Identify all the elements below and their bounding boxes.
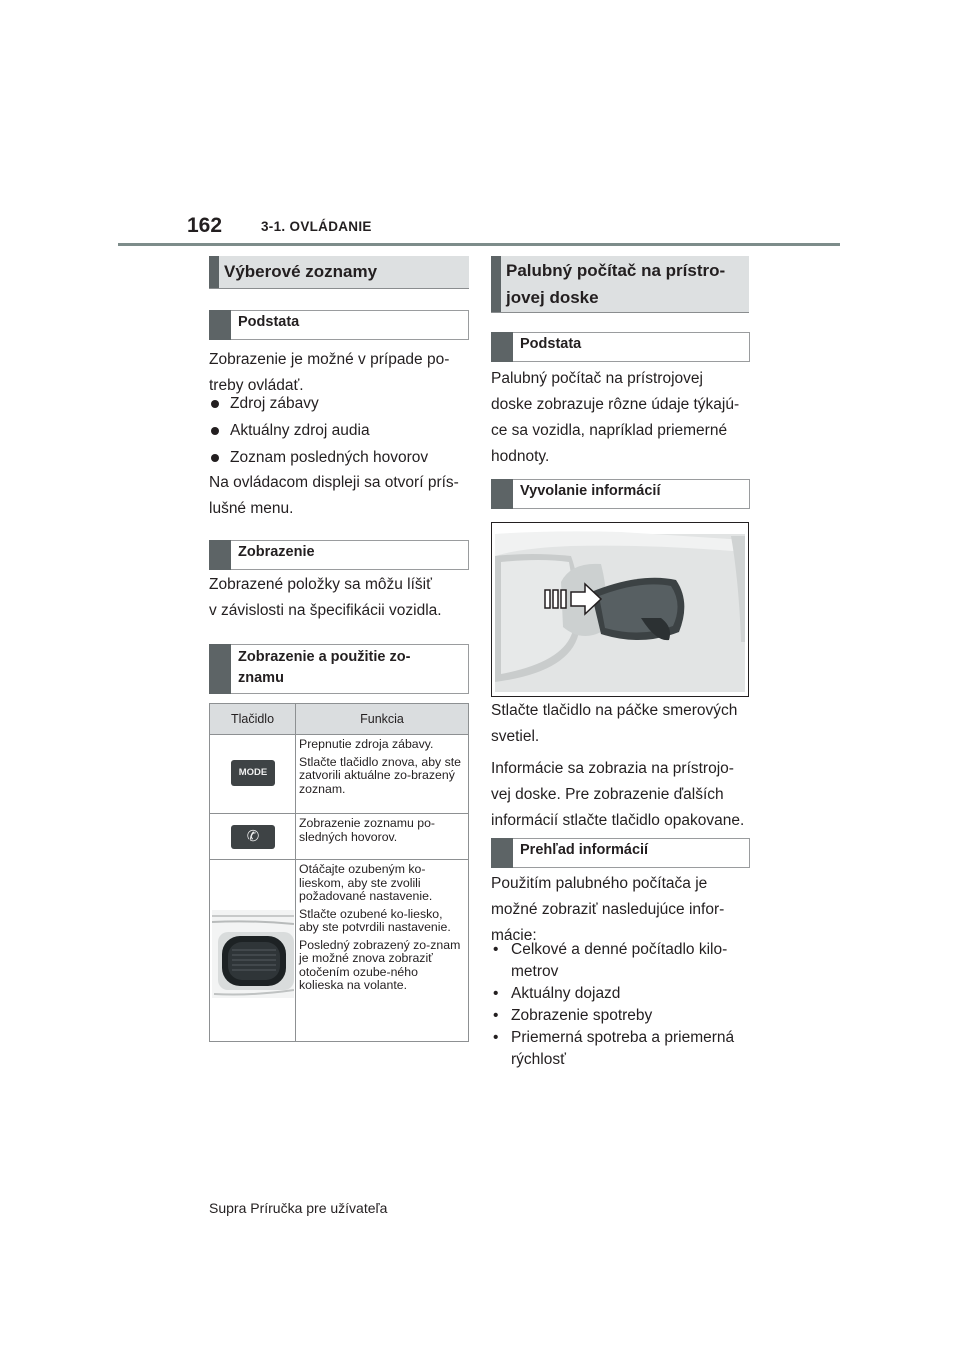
bullet-item <box>211 418 461 444</box>
function-text: Prepnutie zdroja zábavy. <box>299 737 434 751</box>
bullet-text: Zoznam posledných hovorov <box>230 449 429 466</box>
table-row <box>210 860 469 1042</box>
text-line: Zobrazenie je možné v prípade po- <box>209 351 450 368</box>
thumbwheel-icon <box>212 910 294 998</box>
list-item <box>493 983 749 1005</box>
list-marker: • <box>493 985 499 1002</box>
text-line: lušné menu. <box>209 500 294 517</box>
bullet-item <box>211 445 461 471</box>
text-line: vej doske. Pre zobrazenie ďalších <box>491 786 724 803</box>
text-line: mácie: <box>491 927 537 944</box>
subheading-podstata-right <box>491 332 750 362</box>
button-cell <box>210 814 296 860</box>
subheading-zobrazenie <box>209 540 469 570</box>
function-text: Zobrazenie zoznamu po-sledných hovorov. <box>299 816 436 844</box>
heading-palubny-pocitac <box>491 256 749 313</box>
text-line: Palubný počítač na prístro- <box>506 261 726 280</box>
text-line: Stlačte tlačidlo na páčke smerových <box>491 702 738 719</box>
turn-signal-lever-illustration <box>491 522 749 697</box>
subheading-prehlad <box>491 838 750 868</box>
subheading-text <box>238 647 410 689</box>
text-line: znamu <box>238 670 284 686</box>
subheading-zobrazenie-pouzitie <box>209 644 469 694</box>
subheading-text: Prehľad informácií <box>520 842 649 858</box>
list-item <box>493 1005 749 1027</box>
function-text: Otáčajte ozubeným ko-lieskom, aby ste zvolili požadované nastavenie. <box>299 862 433 903</box>
overview-text <box>491 871 724 949</box>
subheading-bar <box>491 332 513 362</box>
table-header-row <box>210 704 469 735</box>
text-line: v závislosti na špecifikácii vozidla. <box>209 602 442 619</box>
heading-bar <box>209 256 219 288</box>
bullet-dot <box>211 400 219 408</box>
section-title: 3-1. OVLÁDANIE <box>261 219 372 234</box>
heading-bar <box>491 256 501 312</box>
list-text: Aktuálny dojazd <box>511 985 621 1002</box>
function-cell <box>296 814 469 860</box>
text-line: svetiel. <box>491 728 540 745</box>
list-text <box>511 1027 734 1071</box>
subheading-bar <box>209 644 231 694</box>
table-row <box>210 814 469 860</box>
text-line: treby ovládať. <box>209 377 304 394</box>
text-line: informácií stlačte tlačidlo opakovane. <box>491 812 745 829</box>
text-line: ce sa vozidla, napríklad priemerné <box>491 422 728 439</box>
text-line: metrov <box>511 963 559 980</box>
list-item <box>493 939 749 983</box>
bullet-text: Zdroj zábavy <box>230 395 319 412</box>
heading-vyberove-zoznamy <box>209 256 469 289</box>
button-cell <box>210 860 296 1042</box>
text-line: Zobrazenie a použitie zo- <box>238 649 411 665</box>
display-text <box>209 572 442 624</box>
text-line: Priemerná spotreba a priemerná <box>511 1029 735 1046</box>
subheading-vyvolanie <box>491 479 750 509</box>
phone-icon: ✆ <box>231 825 275 849</box>
right-principle-text <box>491 366 739 470</box>
text-line: doske zobrazuje rôzne údaje týkajú- <box>491 396 740 413</box>
col-header-button: Tlačidlo <box>210 704 296 735</box>
list-marker: • <box>493 1029 499 1046</box>
text-line: Zobrazené položky sa môžu líšiť <box>209 576 432 593</box>
subheading-text: Podstata <box>520 336 582 352</box>
list-item <box>493 1027 749 1071</box>
list-text: Zobrazenie spotreby <box>511 1007 653 1024</box>
call-text <box>491 698 744 834</box>
list-marker: • <box>493 1007 499 1024</box>
function-cell <box>296 860 469 1042</box>
text-line: Použitím palubného počítača je <box>491 875 708 892</box>
subheading-text: Zobrazenie <box>238 544 315 560</box>
function-text: Stlačte tlačidlo znova, aby ste zatvorili aktuálne zo-brazený zoznam. <box>299 754 461 796</box>
col-header-function: Funkcia <box>296 704 469 735</box>
table-row <box>210 735 469 814</box>
text-line: možné zobraziť nasledujúce infor- <box>491 901 725 918</box>
footer-text: Supra Príručka pre užívateľa <box>209 1200 388 1216</box>
heading-text: Výberové zoznamy <box>224 262 378 281</box>
list-text <box>511 939 727 983</box>
function-text: Posledný zobrazený zo-znam je možné znova zobraziť otočením ozube-ného kolieska na volante. <box>299 937 461 992</box>
bullet-dot <box>211 454 219 462</box>
bullet-dot <box>211 427 219 435</box>
mode-button-icon: MODE <box>231 760 275 786</box>
bullet-text: Aktuálny zdroj audia <box>230 422 370 439</box>
text-line: Celkové a denné počítadlo kilo- <box>511 941 728 958</box>
menu-text <box>209 470 459 522</box>
subheading-bar <box>209 540 231 570</box>
header-rule <box>118 243 840 246</box>
subheading-podstata <box>209 310 469 340</box>
text-line: rýchlosť <box>511 1051 566 1068</box>
function-table <box>209 703 469 1042</box>
list-marker: • <box>493 941 499 958</box>
subheading-text: Podstata <box>238 314 300 330</box>
bullet-item <box>211 391 461 417</box>
function-cell <box>296 735 469 814</box>
heading-text <box>506 257 725 311</box>
text-line: Na ovládacom displeji sa otvorí prís- <box>209 474 459 491</box>
text-line: jovej doske <box>506 288 599 307</box>
subheading-bar <box>491 838 513 868</box>
subheading-bar <box>491 479 513 509</box>
text-line: Informácie sa zobrazia na prístrojo- <box>491 760 734 777</box>
subheading-text: Vyvolanie informácií <box>520 483 661 499</box>
button-cell <box>210 735 296 814</box>
text-line: Palubný počítač na prístrojovej <box>491 370 703 387</box>
page-number: 162 <box>187 214 223 237</box>
text-line: hodnoty. <box>491 448 550 465</box>
function-text: Stlačte ozubené ko-liesko, aby ste potvrdili nastavenie. <box>299 906 451 934</box>
subheading-bar <box>209 310 231 340</box>
